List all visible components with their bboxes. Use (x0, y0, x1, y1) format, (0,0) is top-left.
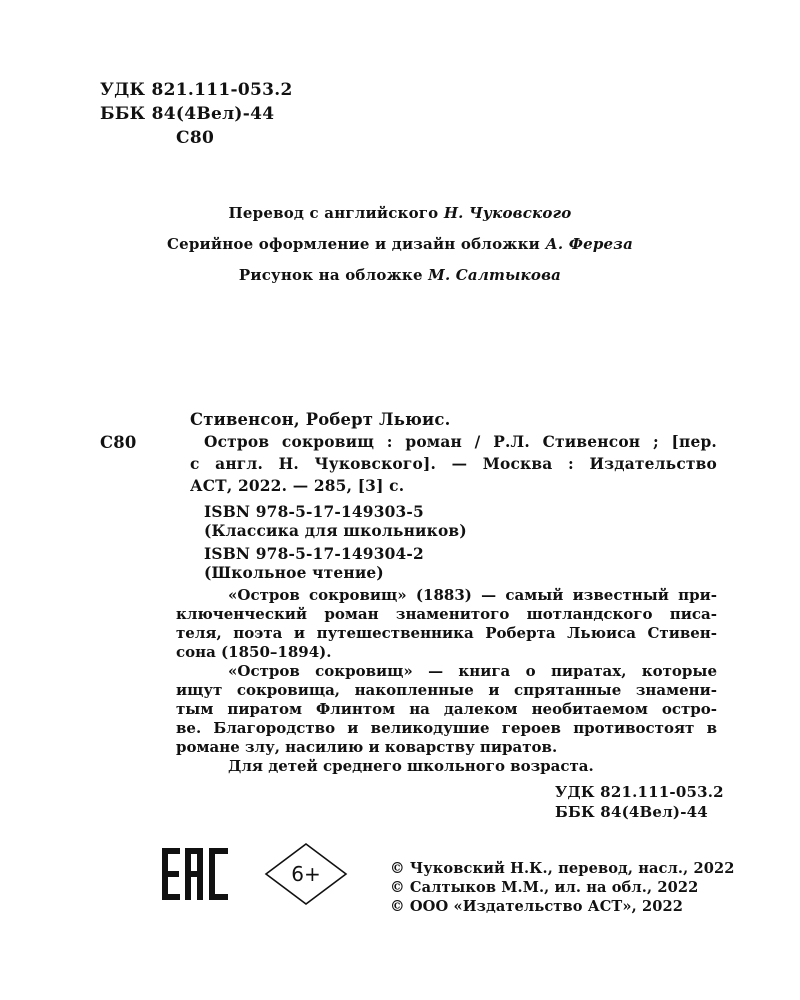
bbk-code: ББК 84(4Вел)-44 (100, 104, 275, 124)
eac-conformity-mark-icon (162, 848, 228, 900)
annotation-line: «Остров сокровищ» — книга о пиратах, которые (228, 662, 717, 680)
annotation-line: Для детей среднего школьного возраста. (228, 757, 594, 775)
isbn-series: (Школьное чтение) (204, 564, 384, 582)
age-rating-badge (264, 842, 348, 906)
udk-code: УДК 821.111-053.2 (100, 80, 293, 100)
annotation-line: ве. Благородство и великодушие героев противостоят в (176, 719, 717, 737)
biblio-author: Стивенсон, Роберт Льюис. (190, 410, 451, 429)
annotation-line: романе злу, насилию и коварству пиратов. (176, 738, 558, 756)
annotation-line: теля, поэта и путешественника Роберта Льюиса Стивен- (176, 624, 717, 642)
credit-label: Рисунок на обложке (238, 266, 423, 284)
annotation-line: ключенческий роман знаменитого шотландского писа- (176, 605, 717, 623)
credit-design (0, 235, 800, 253)
biblio-line: с англ. Н. Чуковского]. — Москва : Издательство (190, 455, 717, 473)
annotation-line: «Остров сокровищ» (1883) — самый известный при- (228, 586, 717, 604)
age-rating-text: 6+ (291, 862, 321, 886)
credit-cover-art (0, 266, 800, 284)
biblio-mark: С80 (100, 433, 137, 452)
copyright-line: © Салтыков М.М., ил. на обл., 2022 (390, 879, 699, 896)
copyright-line: © ООО «Издательство АСТ», 2022 (390, 898, 683, 915)
credit-name: Н. Чуковского (443, 204, 572, 222)
biblio-line: АСТ, 2022. — 285, [3] с. (190, 477, 405, 495)
biblio-line: Остров сокровищ : роман / Р.Л. Стивенсон ; [пер. (204, 433, 717, 451)
isbn-number: ISBN 978-5-17-149304-2 (204, 545, 424, 563)
annotation-line: сона (1850–1894). (176, 643, 332, 661)
author-mark: С80 (176, 128, 215, 148)
isbn-series: (Классика для школьников) (204, 522, 467, 540)
credit-translation (0, 204, 800, 222)
credit-name: А. Фереза (545, 235, 633, 253)
annotation-line: тым пиратом Флинтом на далеком необитаемом остро- (176, 700, 717, 718)
credit-label: Перевод с английского (228, 204, 439, 222)
footer-udk-code: УДК 821.111-053.2 (555, 783, 724, 801)
isbn-number: ISBN 978-5-17-149303-5 (204, 503, 424, 521)
credit-name: М. Салтыкова (428, 266, 562, 284)
credit-label: Серийное оформление и дизайн обложки (166, 235, 540, 253)
footer-bbk-code: ББК 84(4Вел)-44 (555, 803, 708, 821)
annotation-line: ищут сокровища, накопленные и спрятанные знамени- (176, 681, 717, 699)
copyright-line: © Чуковский Н.К., перевод, насл., 2022 (390, 860, 735, 877)
